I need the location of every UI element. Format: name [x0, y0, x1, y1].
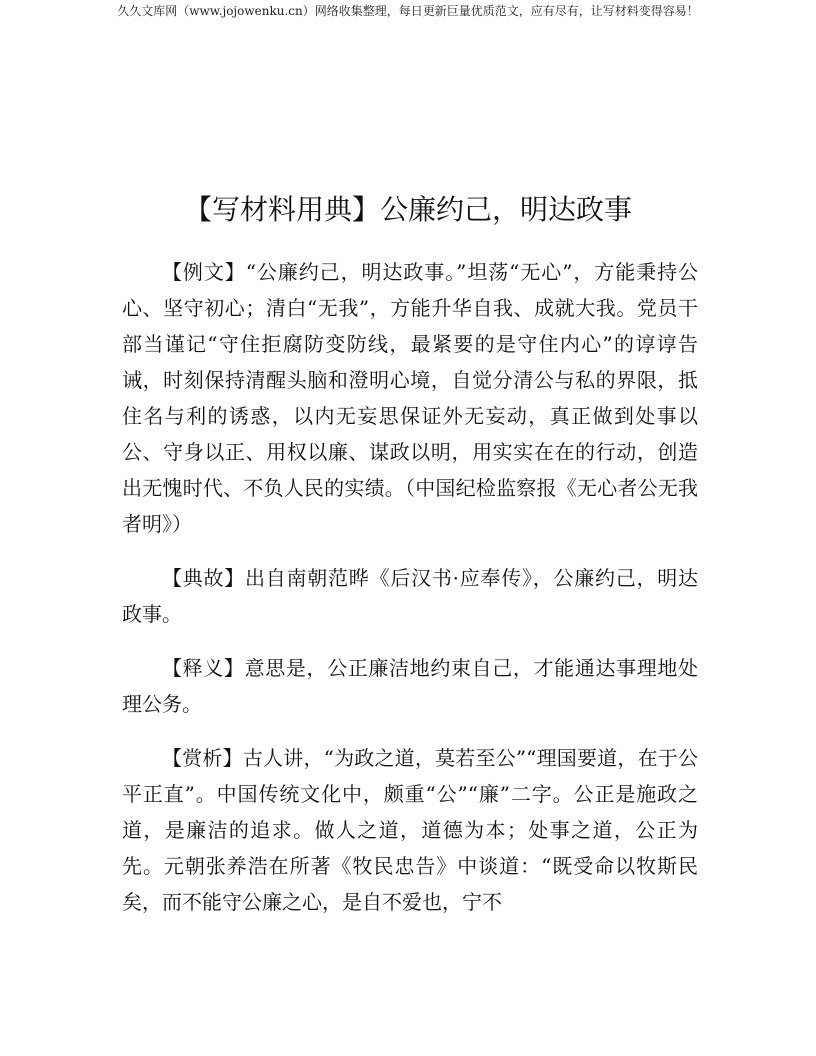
- page-title: 【写材料用典】公廉约己，明达政事: [183, 193, 632, 226]
- paragraph-text: 意思是，公正廉洁地约束自己，才能通达事理地处理公务。: [122, 656, 699, 716]
- paragraph-text: 出自南朝范晔《后汉书·应奉传》，公廉约己，明达政事。: [122, 566, 699, 626]
- paragraph-text: 古人讲，“为政之道，莫若至公”“理国要道，在于公平正直”。中国传统文化中，颇重“公”“廉”二字。公正是施政之道，是廉洁的追求。做人之道，道德为本；处事之道，公正为先。元朝张养浩在所著《牧民忠告》中谈道：“既受命以牧斯民矣，而不能守公廉之心，是自不爱也，宁不: [122, 746, 698, 914]
- document-body: [122, 254, 698, 938]
- paragraph-tag: 【典故】: [162, 566, 246, 590]
- paragraph-tag: 【释义】: [162, 656, 245, 680]
- paragraph-example: [122, 254, 698, 542]
- paragraph-appreciation: [122, 740, 698, 920]
- paragraph-meaning: [122, 650, 698, 722]
- paragraph-text: “公廉约己，明达政事。”坦荡“无心”，方能秉持公心、坚守初心；清白“无我”，方能升华自我、成就大我。党员干部当谨记“守住拒腐防变防线，最紧要的是守住内心”的谆谆告诫，时刻保持清醒头脑和澄明心境，自觉分清公与私的界限，抵住名与利的诱惑，以内无妄思保证外无妄动，真正做到处事以公、守身以正、用权以廉、谋政以明，用实实在在的行动，创造出无愧时代、不负人民的实绩。（中国纪检监察报《无心者公无我者明》）: [122, 260, 698, 536]
- paragraph-tag: 【赏析】: [162, 746, 243, 770]
- paragraph-allusion: [122, 560, 698, 632]
- site-header-banner: 久久文库网（www.jojowenku.cn）网络收集整理，每日更新巨量优质范文，应有尽有，让写材料变得容易！: [117, 4, 699, 18]
- paragraph-tag: 【例文】: [162, 260, 246, 284]
